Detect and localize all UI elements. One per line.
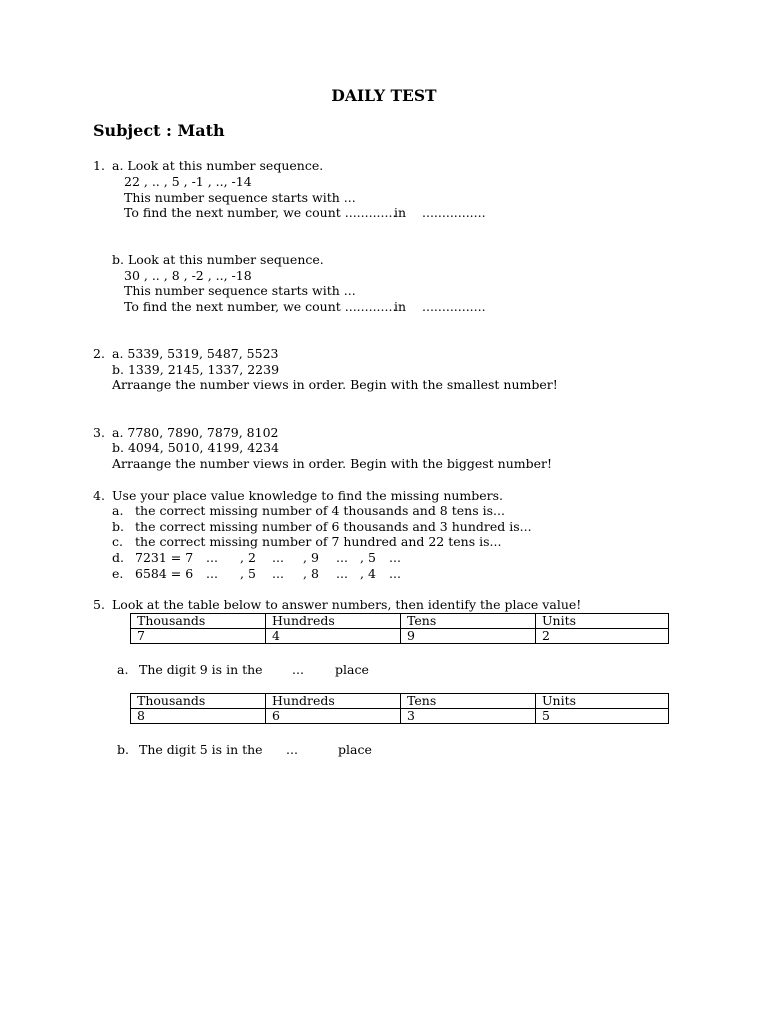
place-value-table-2 bbox=[130, 693, 669, 724]
table-cell: 6 bbox=[266, 709, 401, 724]
q1b-sequence: 30 , .. , 8 , -2 , .., -18 bbox=[124, 268, 252, 283]
q1a-sequence: 22 , .. , 5 , -1 , .., -14 bbox=[124, 174, 252, 189]
q3-instruction: Arraange the number views in order. Begin with the biggest number! bbox=[112, 456, 553, 471]
table-header-cell: Thousands bbox=[131, 694, 266, 709]
q1a-starts: This number sequence starts with ... bbox=[124, 190, 356, 205]
q4e-equation: 6584 = 6 bbox=[135, 566, 194, 581]
q5b-letter: b. bbox=[117, 742, 129, 757]
q4e-blank: ... bbox=[389, 566, 401, 581]
question-number: 1. bbox=[93, 158, 105, 173]
q3a-numbers: a. 7780, 7890, 7879, 8102 bbox=[112, 425, 279, 440]
table-header-cell: Tens bbox=[401, 694, 536, 709]
q4e-part: , 5 bbox=[240, 566, 256, 581]
table-header-row bbox=[131, 694, 669, 709]
table-cell: 3 bbox=[401, 709, 536, 724]
q5-intro: Look at the table below to answer numbers, then identify the place value! bbox=[112, 597, 582, 612]
q1b-starts: This number sequence starts with ... bbox=[124, 283, 356, 298]
page-title: DAILY TEST bbox=[331, 86, 437, 105]
q1b-in: in bbox=[394, 299, 407, 314]
table-header-cell: Hundreds bbox=[266, 694, 401, 709]
q2b-numbers: b. 1339, 2145, 1337, 2239 bbox=[112, 362, 280, 377]
table-cell: 4 bbox=[266, 629, 401, 644]
question-number: 4. bbox=[93, 488, 105, 503]
q4d-part: , 9 bbox=[303, 550, 319, 565]
q4d-part: , 2 bbox=[240, 550, 256, 565]
table-cell: 9 bbox=[401, 629, 536, 644]
q4e-blank: ... bbox=[272, 566, 284, 581]
table-row bbox=[131, 629, 669, 644]
table-cell: 7 bbox=[131, 629, 266, 644]
table-row bbox=[131, 709, 669, 724]
q4-item-letter: e. bbox=[112, 566, 124, 581]
q5a-blank: ... bbox=[292, 662, 304, 677]
q5a-letter: a. bbox=[117, 662, 129, 677]
table-header-cell: Units bbox=[536, 614, 669, 629]
q4-item-letter: b. bbox=[112, 519, 124, 534]
q1a-blank: ................ bbox=[422, 205, 486, 220]
q2-instruction: Arraange the number views in order. Begin with the smallest number! bbox=[112, 377, 558, 392]
q4d-blank: ... bbox=[206, 550, 218, 565]
q4-item-letter: d. bbox=[112, 550, 124, 565]
q4-item-letter: a. bbox=[112, 503, 124, 518]
table-header-cell: Units bbox=[536, 694, 669, 709]
table-header-cell: Tens bbox=[401, 614, 536, 629]
q4e-blank: ... bbox=[206, 566, 218, 581]
table-cell: 5 bbox=[536, 709, 669, 724]
q5b-place: place bbox=[338, 742, 372, 757]
q1a-label: a. Look at this number sequence. bbox=[112, 158, 324, 173]
q2a-numbers: a. 5339, 5319, 5487, 5523 bbox=[112, 346, 279, 361]
q4d-blank: ... bbox=[272, 550, 284, 565]
q5a-text: The digit 9 is in the bbox=[139, 662, 263, 677]
q4-intro: Use your place value knowledge to find the missing numbers. bbox=[112, 488, 504, 503]
q4d-equation: 7231 = 7 bbox=[135, 550, 194, 565]
q4-item-letter: c. bbox=[112, 534, 123, 549]
q1b-blank: ................ bbox=[422, 299, 486, 314]
q4e-blank: ... bbox=[336, 566, 348, 581]
q4-item-text: the correct missing number of 4 thousands and 8 tens is... bbox=[135, 503, 505, 518]
q5b-text: The digit 5 is in the bbox=[139, 742, 263, 757]
table-cell: 8 bbox=[131, 709, 266, 724]
q4d-blank: ... bbox=[336, 550, 348, 565]
q1b-count: To find the next number, we count ............. bbox=[124, 299, 397, 314]
q5a-place: place bbox=[335, 662, 369, 677]
place-value-table-1 bbox=[130, 613, 669, 644]
q4e-part: , 8 bbox=[303, 566, 319, 581]
table-header-row bbox=[131, 614, 669, 629]
table-cell: 2 bbox=[536, 629, 669, 644]
q4d-part: , 5 bbox=[360, 550, 376, 565]
table-header-cell: Thousands bbox=[131, 614, 266, 629]
q4d-blank: ... bbox=[389, 550, 401, 565]
q3b-numbers: b. 4094, 5010, 4199, 4234 bbox=[112, 440, 280, 455]
question-number: 5. bbox=[93, 597, 105, 612]
q4-item-text: the correct missing number of 6 thousands and 3 hundred is... bbox=[135, 519, 532, 534]
q1a-in: in bbox=[394, 205, 407, 220]
question-number: 3. bbox=[93, 425, 105, 440]
table-header-cell: Hundreds bbox=[266, 614, 401, 629]
q1b-label: b. Look at this number sequence. bbox=[112, 252, 324, 267]
question-number: 2. bbox=[93, 346, 105, 361]
q4-item-text: the correct missing number of 7 hundred and 22 tens is... bbox=[135, 534, 502, 549]
q5b-blank: ... bbox=[286, 742, 298, 757]
subject-heading: Subject : Math bbox=[93, 121, 225, 140]
q4e-part: , 4 bbox=[360, 566, 376, 581]
q1a-count: To find the next number, we count ............. bbox=[124, 205, 397, 220]
